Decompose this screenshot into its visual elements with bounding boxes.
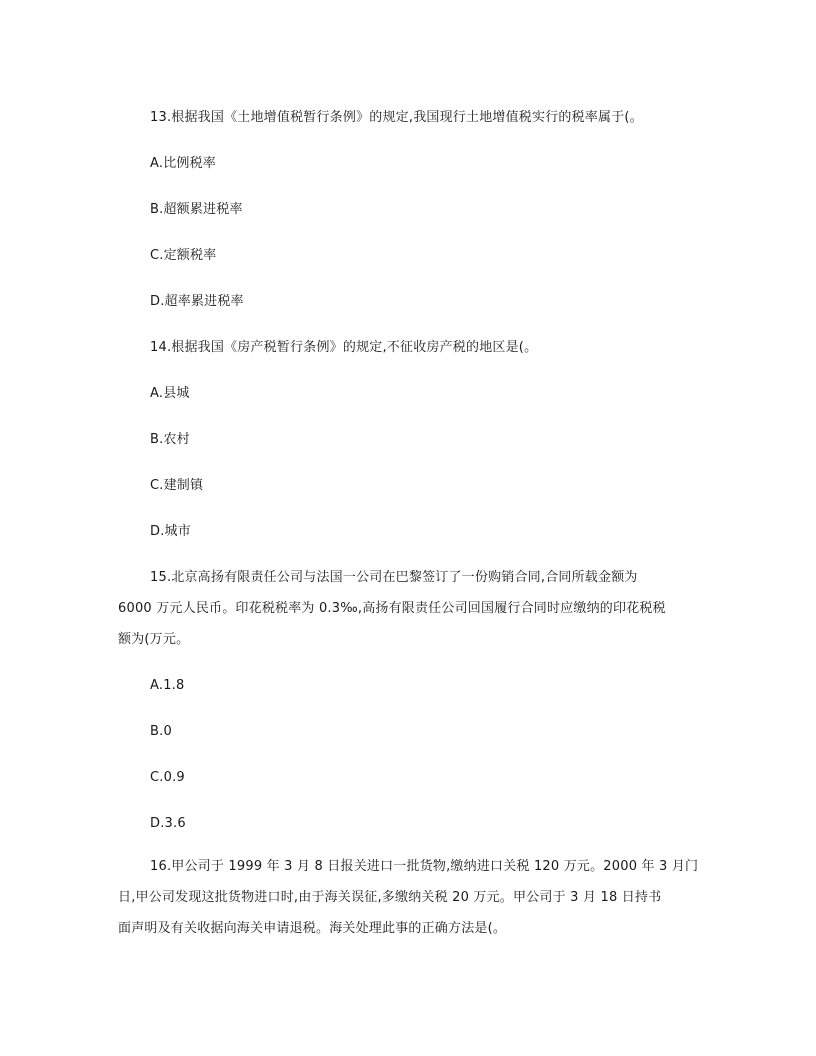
question-14-option-d: D.城市 <box>150 524 191 539</box>
question-13-option-c: C.定额税率 <box>150 248 217 263</box>
question-15-option-a: A.1.8 <box>150 678 185 693</box>
question-14-stem: 14.根据我国《房产税暂行条例》的规定,不征收房产税的地区是(。 <box>150 340 538 355</box>
question-13-option-b: B.超额累进税率 <box>150 202 243 217</box>
question-16-stem-line-1: 16.甲公司于 1999 年 3 月 8 日报关进口一批货物,缴纳进口关税 120 万元。2000 年 3 月门 <box>150 859 699 874</box>
question-16-stem-line-3: 面声明及有关收据向海关申请退税。海关处理此事的正确方法是(。 <box>118 921 507 936</box>
question-15-stem-line-1: 15.北京高扬有限责任公司与法国一公司在巴黎签订了一份购销合同,合同所载金额为 <box>150 570 638 585</box>
question-15-option-b: B.0 <box>150 724 172 739</box>
question-16-stem-line-2: 日,甲公司发现这批货物进口时,由于海关误征,多缴纳关税 20 万元。甲公司于 3 月 18 日持书 <box>118 890 662 905</box>
question-14-option-a: A.县城 <box>150 386 190 401</box>
question-13-stem: 13.根据我国《土地增值税暂行条例》的规定,我国现行土地增值税实行的税率属于(。 <box>150 110 643 125</box>
question-15-stem-line-2: 6000 万元人民币。印花税税率为 0.3‰,高扬有限责任公司回国履行合同时应缴纳的印花税税 <box>118 601 666 616</box>
question-13-option-d: D.超率累进税率 <box>150 294 244 309</box>
question-13-option-a: A.比例税率 <box>150 156 216 171</box>
question-14-option-b: B.农村 <box>150 432 190 447</box>
question-15-option-d: D.3.6 <box>150 816 186 831</box>
question-14-option-c: C.建制镇 <box>150 478 204 493</box>
question-15-option-c: C.0.9 <box>150 770 185 785</box>
question-15-stem-line-3: 额为(万元。 <box>118 632 190 647</box>
